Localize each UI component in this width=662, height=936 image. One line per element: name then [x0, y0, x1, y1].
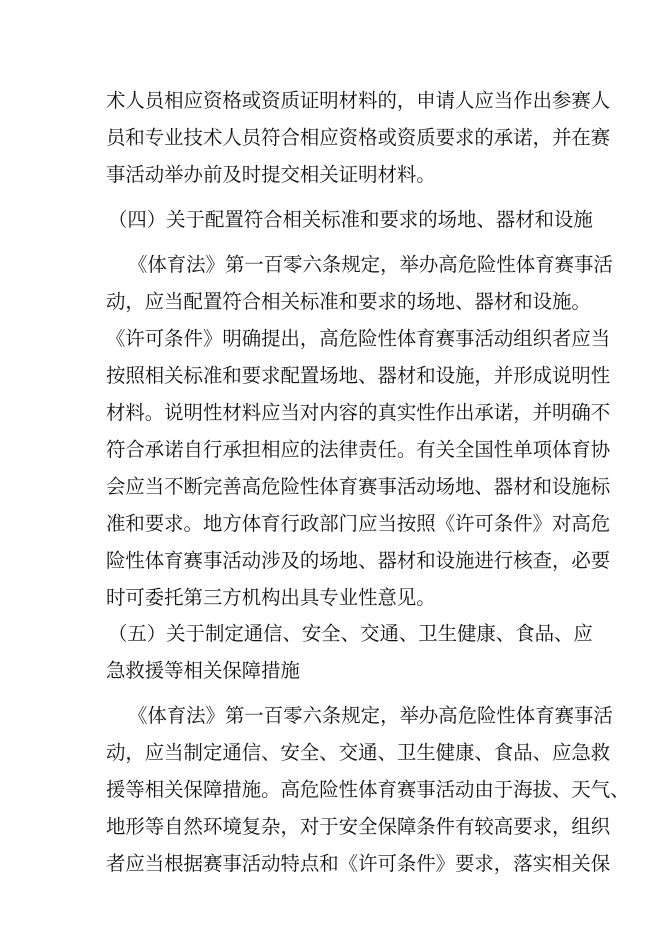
- text-line: 按照相关标准和要求配置场地、器材和设施，并形成说明性: [106, 364, 611, 387]
- text-line: 时可委托第三方机构出具专业性意见。: [106, 586, 436, 609]
- text-line: 地形等自然环境复杂，对于安全保障条件有较高要求，组织: [106, 815, 611, 838]
- text-line: 《体育法》第一百零六条规定，举办高危险性体育赛事活: [128, 704, 613, 727]
- text-line: 动，应当配置符合相关标准和要求的场地、器材和设施。: [106, 290, 591, 313]
- text-line: 援等相关保障措施。高危险性体育赛事活动由于海拔、天气、: [106, 778, 630, 801]
- text-line: 会应当不断完善高危险性体育赛事活动场地、器材和设施标: [106, 475, 611, 498]
- text-line: 者应当根据赛事活动特点和《许可条件》要求，落实相关保: [106, 852, 611, 875]
- text-line: 险性体育赛事活动涉及的场地、器材和设施进行核查，必要: [106, 549, 611, 572]
- text-line: 员和专业技术人员符合相应资格或资质要求的承诺，并在赛: [106, 126, 611, 149]
- text-line: 《许可条件》明确提出，高危险性体育赛事活动组织者应当: [106, 327, 611, 350]
- section-heading-five-cont: 急救援等相关保障措施: [106, 659, 300, 682]
- text-line: 材料。说明性材料应当对内容的真实性作出承诺，并明确不: [106, 401, 611, 424]
- section-heading-four: （四）关于配置符合相关标准和要求的场地、器材和设施: [108, 208, 593, 231]
- text-line: 事活动举办前及时提交相关证明材料。: [106, 163, 436, 186]
- text-line: 符合承诺自行承担相应的法律责任。有关全国性单项体育协: [106, 438, 611, 461]
- text-line: 术人员相应资格或资质证明材料的，申请人应当作出参赛人: [106, 89, 611, 112]
- text-line: 《体育法》第一百零六条规定，举办高危险性体育赛事活: [128, 253, 613, 276]
- section-heading-five: （五）关于制定通信、安全、交通、卫生健康、食品、应: [108, 622, 593, 645]
- text-line: 准和要求。地方体育行政部门应当按照《许可条件》对高危: [106, 512, 611, 535]
- text-line: 动，应当制定通信、安全、交通、卫生健康、食品、应急救: [106, 741, 611, 764]
